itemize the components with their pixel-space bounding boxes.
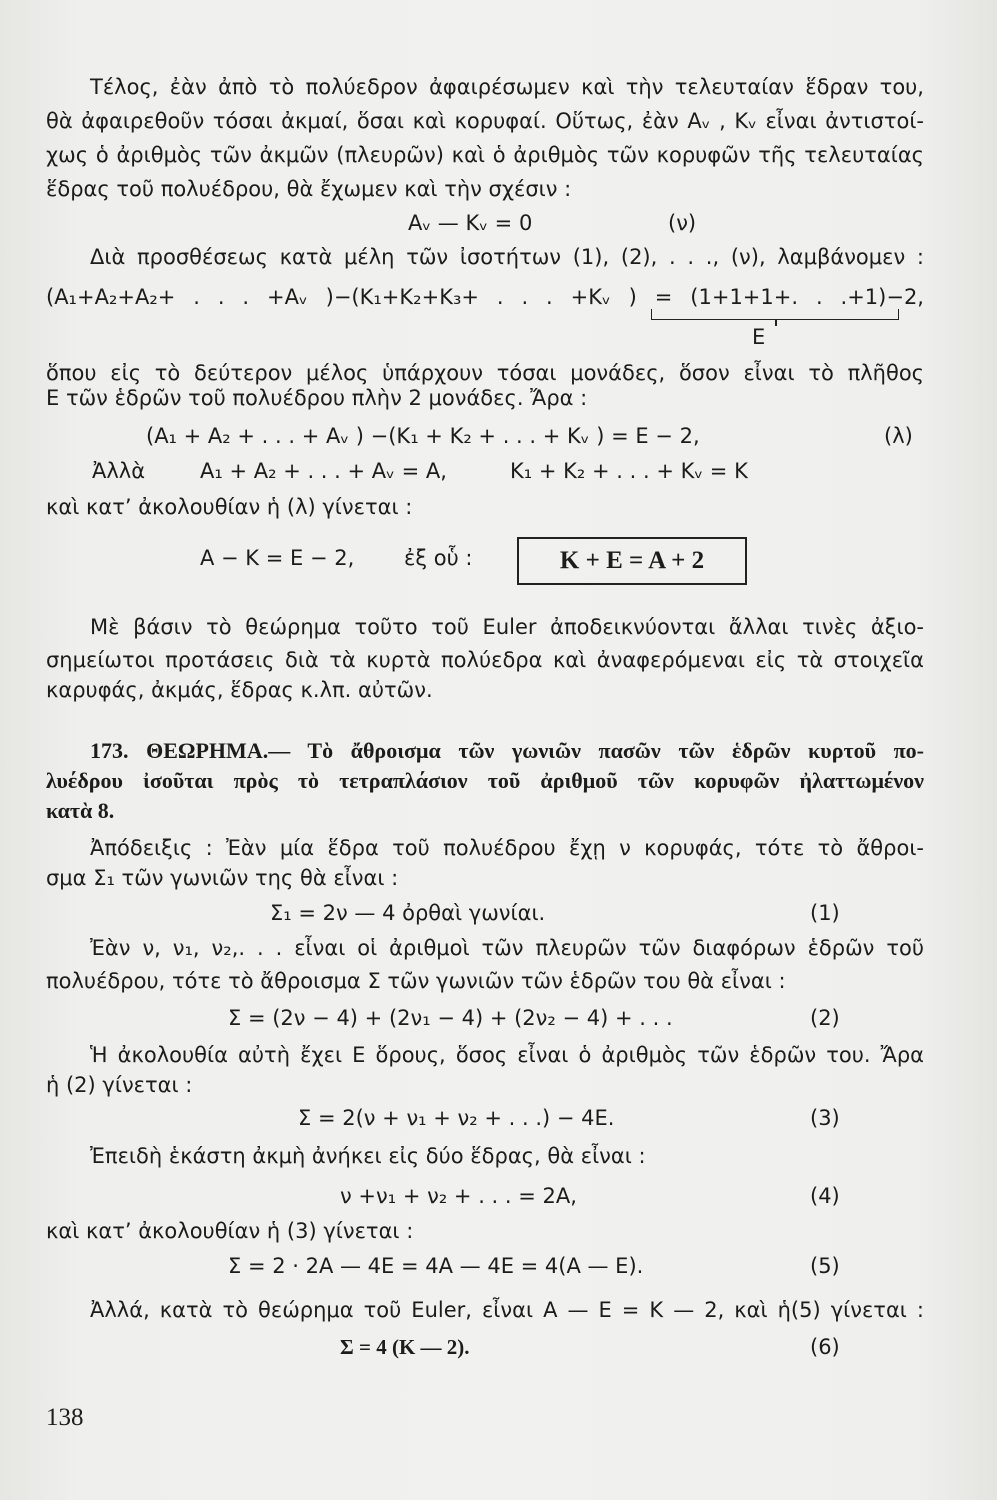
theorem-text: λυέδρου ἰσοῦται πρὸς τὸ τετραπλάσιον τοῦ ἀριθμοῦ τῶν κορυφῶν ἠλαττωμένον <box>46 768 924 793</box>
text-from: ἐξ οὗ : <box>404 546 473 570</box>
text-line: Ἐὰν ν, ν₁, ν₂,. . . εἶναι οἱ ἀριθμοὶ τῶν πλευρῶν τῶν διαφόρων ἑδρῶν τοῦ <box>90 936 924 960</box>
page-number: 138 <box>46 1404 84 1431</box>
text-line: καὶ κατ’ ἀκολουθίαν ἡ (3) γίνεται : <box>46 1219 414 1243</box>
equation-nu: Αᵥ — Κᵥ = 0 <box>408 211 533 235</box>
equation-4: ν +ν₁ + ν₂ + . . . = 2Α, <box>340 1184 577 1208</box>
equation-3: Σ = 2(ν + ν₁ + ν₂ + . . .) − 4Ε. <box>298 1106 615 1130</box>
underbrace <box>651 309 899 320</box>
theorem-heading: 173. ΘΕΩΡΗΜΑ.— Τὸ ἄθροισμα τῶν γωνιῶν πασῶν τῶν ἑδρῶν κυρτοῦ πο- <box>90 738 924 763</box>
equation-number: (1) <box>810 901 840 925</box>
brace-label: Ε <box>752 325 766 349</box>
equation-number: (4) <box>810 1184 840 1208</box>
text-line: θὰ ἀφαιρεθοῦν τόσαι ἀκμαί, ὅσαι καὶ κορυφαί. Οὕτως, ἐὰν Αᵥ , Κᵥ εἶναι ἀντιστοί- <box>46 109 924 133</box>
text-line: πολυέδρου, τότε τὸ ἄθροισμα Σ τῶν γωνιῶν τῶν ἑδρῶν του θὰ εἶναι : <box>46 969 786 993</box>
equation-number: (6) <box>810 1335 840 1359</box>
text-line: καὶ κατ’ ἀκολουθίαν ἡ (λ) γίνεται : <box>46 495 413 519</box>
equation-6: Σ = 4 (Κ — 2). <box>340 1335 470 1359</box>
text-line: Τέλος, ἐὰν ἀπὸ τὸ πολύεδρον ἀφαιρέσωμεν καὶ τὴν τελευταίαν ἕδραν του, <box>90 75 924 99</box>
text-line: ἕδρας τοῦ πολυέδρου, θὰ ἔχωμεν καὶ τὴν σχέσιν : <box>46 177 572 201</box>
boxed-euler-formula: Κ + Ε = Α + 2 <box>517 537 747 585</box>
equation-number: (λ) <box>884 424 913 448</box>
text-line: καρυφάς, ἀκμάς, ἕδρας κ.λπ. αὐτῶν. <box>46 678 433 702</box>
equation-lambda: (Α₁ + Α₂ + . . . + Αᵥ ) −(Κ₁ + Κ₂ + . . . + Κᵥ ) = Ε − 2, <box>146 424 700 448</box>
equation-5: Σ = 2 · 2Α — 4Ε = 4Α — 4Ε = 4(Α — Ε). <box>228 1254 644 1278</box>
equation-sum: (Α₁+Α₂+Α₂+ . . . +Αᵥ )−(Κ₁+Κ₂+Κ₃+ . . . +Κᵥ ) = (1+1+1+. . .+1)−2, <box>46 285 924 309</box>
text-but: Ἀλλὰ <box>92 459 146 483</box>
text-line: ὅπου εἰς τὸ δεύτερον μέλος ὑπάρχουν τόσαι μονάδες, ὅσον εἶναι τὸ πλῆθος <box>46 361 924 385</box>
equation-k-sum: Κ₁ + Κ₂ + . . . + Κᵥ = Κ <box>510 459 748 483</box>
equation-number: (3) <box>810 1106 840 1130</box>
proof-line: σμα Σ₁ τῶν γωνιῶν της θὰ εἶναι : <box>46 866 399 890</box>
text-line: Ἐπειδὴ ἑκάστη ἀκμὴ ἀνήκει εἰς δύο ἕδρας, θὰ εἶναι : <box>90 1144 646 1168</box>
text-line: Διὰ προσθέσεως κατὰ μέλη τῶν ἰσοτήτων (1), (2), . . ., (ν), λαμβάνομεν : <box>90 245 924 269</box>
equation-a-sum: Α₁ + Α₂ + . . . + Αᵥ = Α, <box>200 459 447 483</box>
equation-number: (5) <box>810 1254 840 1278</box>
text-line: Μὲ βάσιν τὸ θεώρημα τοῦτο τοῦ Euler ἀποδεικνύονται ἄλλαι τινὲς ἀξιο- <box>90 615 924 639</box>
proof-line: Ἀπόδειξις : Ἐὰν μία ἕδρα τοῦ πολυέδρου ἔχῃ ν κορυφάς, τότε τὸ ἄθροι- <box>90 836 924 860</box>
text-line: χως ὁ ἀριθμὸς τῶν ἀκμῶν (πλευρῶν) καὶ ὁ ἀριθμὸς τῶν κορυφῶν τῆς τελευταίας <box>46 143 924 167</box>
theorem-text: κατὰ 8. <box>46 798 115 823</box>
text-line: ἡ (2) γίνεται : <box>46 1073 193 1097</box>
text-line: Ε τῶν ἑδρῶν τοῦ πολυέδρου πλὴν 2 μονάδες. Ἄρα : <box>46 386 588 410</box>
text-line: σημείωτοι προτάσεις διὰ τὰ κυρτὰ πολύεδρα καὶ ἀναφερόμεναι εἰς τὰ στοιχεῖα <box>46 648 924 672</box>
equation-final: Α − Κ = Ε − 2, <box>200 546 355 570</box>
equation-1: Σ₁ = 2ν — 4 ὀρθαὶ γωνίαι. <box>270 901 546 925</box>
equation-number: (2) <box>810 1006 840 1030</box>
equation-number: (ν) <box>668 211 697 235</box>
text-line: Ἡ ἀκολουθία αὐτὴ ἔχει Ε ὅρους, ὅσος εἶναι ὁ ἀριθμὸς τῶν ἑδρῶν του. Ἄρα <box>90 1043 924 1067</box>
text-line: Ἀλλά, κατὰ τὸ θεώρημα τοῦ Euler, εἶναι Α — Ε = Κ — 2, καὶ ἡ(5) γίνεται : <box>90 1298 924 1322</box>
equation-2: Σ = (2ν − 4) + (2ν₁ − 4) + (2ν₂ − 4) + . . . <box>228 1006 673 1030</box>
